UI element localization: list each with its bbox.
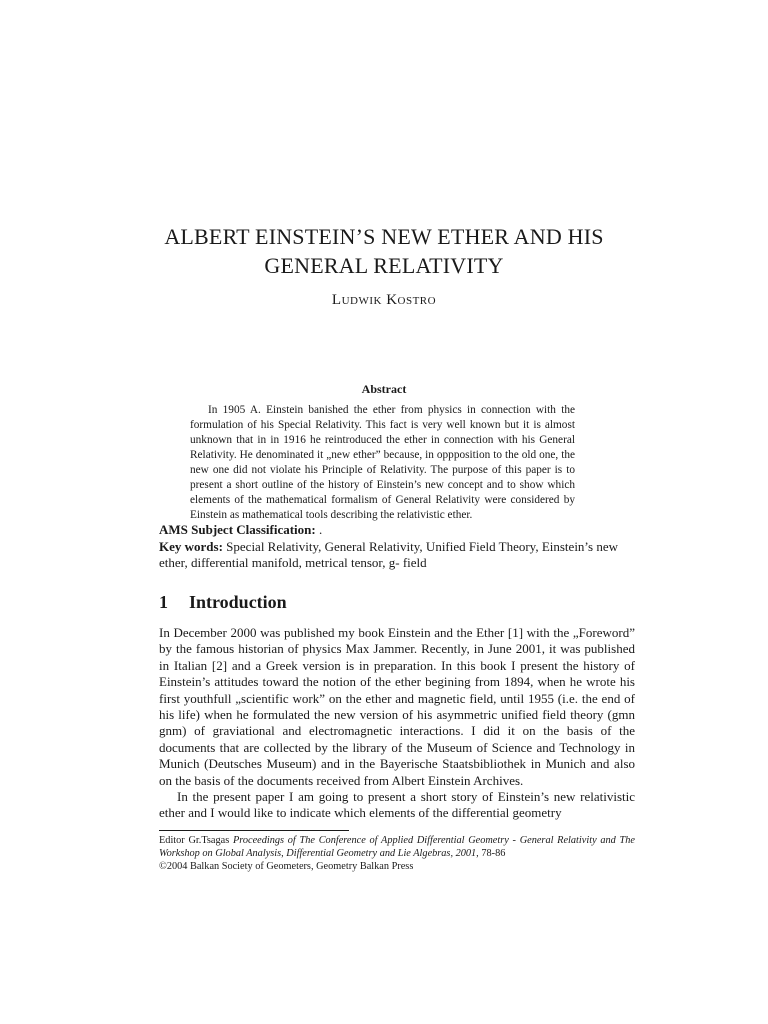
paragraph-2: In the present paper I am going to present a short story of Einstein’s new relativistic ether and I would like to indicate which elements of the differential geometry <box>159 789 635 821</box>
paragraph-1: In December 2000 was published my book Einstein and the Ether [1] with the „Foreword” by the famous historian of physics Max Jammer. Recently, in June 2001, it was published in Italian [2] and a Greek version is in preparation. In this book I present the history of Einstein’s attitudes toward the notion of the ether begining from 1894, when he wrote his first youthfull „scientific work” on the ether and magnetic field, until 1955 (i.e. the end of his life) when he formulated the new version of his asymmetric unified field theory (gmn gnm) of graviational and electromagnetic interactions. I did it on the basis of the documents that are collected by the library of the Museum of Science and Technology in Munich (Deutsches Museum) and in the Bayerische Staatsbibliothek in Munich and also on the basis of the documents received from Albert Einstein Archives. <box>159 625 635 788</box>
title-line-1: ALBERT EINSTEIN’S NEW ETHER AND HIS <box>164 224 604 249</box>
ams-classification <box>159 522 635 539</box>
classification-block <box>159 522 635 572</box>
ams-label: AMS Subject Classification: <box>159 522 316 537</box>
keywords-value: Special Relativity, General Relativity, Unified Field Theory, Einstein’s new ether, differential manifold, metrical tensor, g- field <box>159 538 619 570</box>
abstract-text: In 1905 A. Einstein banished the ether from physics in connection with the formulation of his Special Relativity. This fact is very well known but it is almost unknown that in in 1916 he reintroduced the ether in connection with his General Relativity. He denominated it „new ether” because, in oppposition to the old one, the new one did not violate his Principle of Relativity. The purpose of this paper is to present a short outline of the history of Einstein’s new concept and to show which elements of the mathematical formalism of General Relativity were considered by Einstein as mathematical tools describing the relativistic ether. <box>190 404 575 521</box>
abstract-heading: Abstract <box>361 382 407 396</box>
paper-title <box>100 222 668 280</box>
introduction-body <box>159 625 635 822</box>
keywords <box>159 539 635 572</box>
section-number: 1 <box>159 592 168 612</box>
author-name: Ludwik Kostro <box>331 292 437 308</box>
footnote-copyright: ©2004 Balkan Society of Geometers, Geometry Balkan Press <box>159 861 414 872</box>
footnote-rule <box>159 830 349 831</box>
title-line-2: GENERAL RELATIVITY <box>264 253 504 278</box>
section-title: Introduction <box>189 592 287 612</box>
footnote-citation <box>159 834 635 860</box>
footnote-pages: 78-86 <box>478 848 506 859</box>
footnote <box>159 834 635 873</box>
footnote-editor: Editor Gr.Tsagas <box>159 835 233 846</box>
footnote-proceedings: Proceedings of The Conference of Applied Differential Geometry - General Relativity and The Workshop on Global Analysis, Differential Geometry and Lie Algebras, 2001, <box>159 835 635 859</box>
ams-value: . <box>315 522 323 537</box>
keywords-label: Key words: <box>159 538 223 554</box>
abstract-body <box>190 403 575 523</box>
section-heading <box>159 592 287 613</box>
